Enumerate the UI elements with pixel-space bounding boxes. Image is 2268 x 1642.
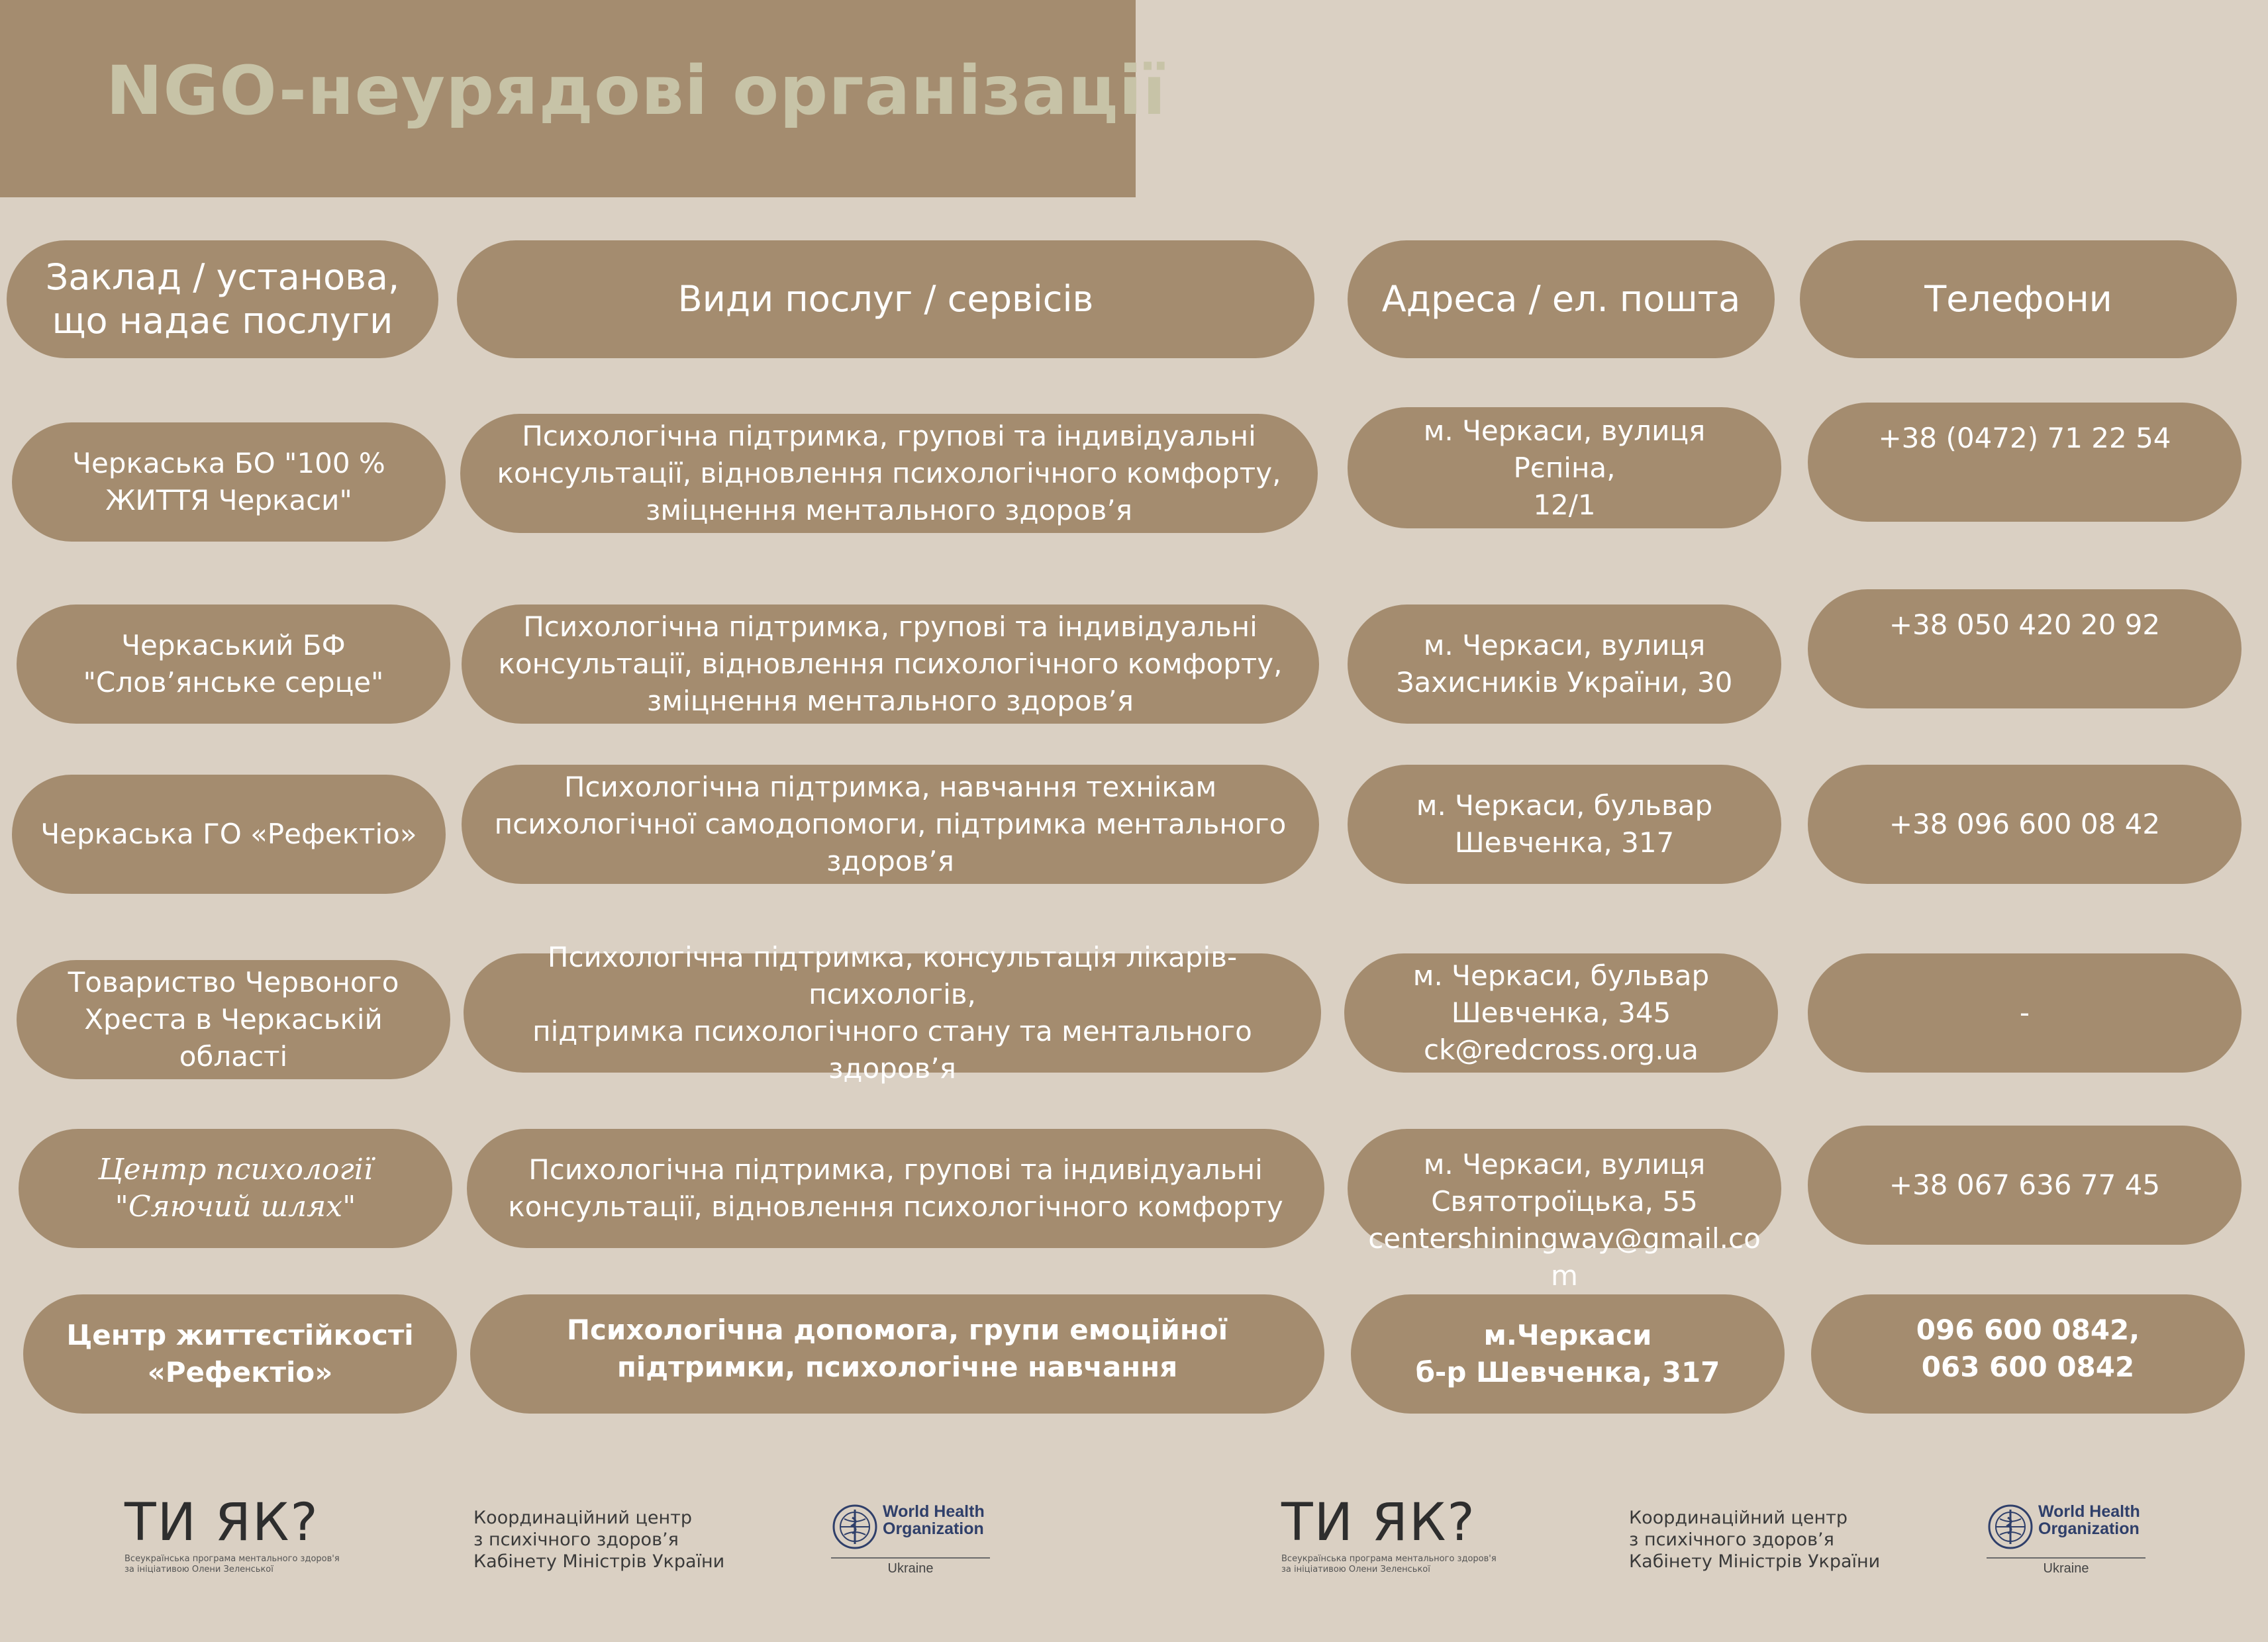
services-cell xyxy=(462,765,1319,884)
address-text: м.Черкаси б-р Шевченка, 317 xyxy=(1415,1319,1720,1388)
page-title: NGO-неурядові організації xyxy=(106,52,1167,130)
institution-cell xyxy=(17,960,450,1079)
services-text: Психологічна підтримка, групові та індивідуальні консультації, відновлення психологічного комфорту, зміцнення ментального здоров’я xyxy=(498,610,1283,717)
phone-text: - xyxy=(2019,996,2030,1029)
address-text: м. Черкаси, бульвар Шевченка, 317 xyxy=(1416,789,1713,859)
address-text: м. Черкаси, бульвар Шевченка, 345 ck@redcross.org.ua xyxy=(1412,959,1710,1066)
header-services-label: Види послуг / сервісів xyxy=(677,278,1094,320)
address-text: м. Черкаси, вулиця Рєпіна, 12/1 xyxy=(1423,414,1706,521)
who-divider xyxy=(1987,1557,2145,1559)
header-phones-label: Телефони xyxy=(1924,278,2112,320)
institution-cell xyxy=(12,775,446,894)
header-institution-label: Заклад / установа, що надає послуги xyxy=(45,256,400,342)
address-cell xyxy=(1344,953,1778,1073)
title-banner xyxy=(0,0,1167,197)
phone-text: +38 067 636 77 45 xyxy=(1889,1169,2161,1201)
phone-cell xyxy=(1808,403,2242,522)
services-cell xyxy=(460,414,1318,533)
who-name: World Health Organization xyxy=(2038,1502,2140,1538)
phone-cell xyxy=(1811,1294,2245,1414)
tiyak-subtitle: Всеукраїнська програма ментального здоров'я за ініціативою Олени Зеленської xyxy=(1281,1554,1497,1574)
who-logo xyxy=(1987,1503,2145,1576)
address-cell xyxy=(1348,765,1781,884)
institution-name: Товариство Червоного Хреста в Черкаській області xyxy=(68,966,399,1073)
phone-cell xyxy=(1808,765,2242,884)
who-logo xyxy=(831,1503,990,1576)
phone-text: 096 600 0842, 063 600 0842 xyxy=(1916,1314,2140,1383)
services-text: Психологічна підтримка, консультація лікарів-психологів, підтримка психологічного стану та ментального здоров’я xyxy=(532,941,1252,1085)
tiyak-logo-text: ТИ ЯК? xyxy=(1281,1493,1476,1553)
institution-cell xyxy=(19,1129,452,1248)
header-address-label: Адреса / ел. пошта xyxy=(1381,278,1741,320)
address-cell xyxy=(1351,1294,1785,1414)
institution-cell xyxy=(12,422,446,542)
services-text: Психологічна підтримка, навчання технікам психологічної самодопомоги, підтримка ментального здоров’я xyxy=(494,771,1287,877)
who-divider xyxy=(831,1557,990,1559)
institution-cell xyxy=(23,1294,457,1414)
who-name: World Health Organization xyxy=(883,1502,985,1538)
services-cell xyxy=(464,941,1321,1085)
services-cell xyxy=(470,1294,1324,1414)
tiyak-logo xyxy=(124,1493,340,1575)
address-text: м. Черкаси, вулиця Захисників України, 30 xyxy=(1396,629,1733,699)
header-institution xyxy=(7,240,438,358)
address-text: м. Черкаси, вулиця Святотроїцька, 55 centershiningway@gmail.co m xyxy=(1368,1148,1761,1292)
header-address xyxy=(1348,240,1775,358)
institution-name: Черкаська БО "100 % ЖИТТЯ Черкаси" xyxy=(72,447,385,516)
address-cell xyxy=(1348,407,1781,528)
services-cell xyxy=(462,604,1319,724)
address-cell xyxy=(1348,604,1781,724)
services-text: Психологічна підтримка, групові та індивідуальні консультації, відновлення психологічного комфорту xyxy=(508,1153,1283,1223)
institution-name: Центр психології "Сяючий шлях" xyxy=(98,1153,373,1224)
phone-cell xyxy=(1808,953,2242,1073)
address-cell xyxy=(1348,1129,1781,1292)
phone-text: +38 (0472) 71 22 54 xyxy=(1878,422,2171,454)
tiyak-logo-text: ТИ ЯК? xyxy=(124,1493,319,1553)
phone-text: +38 050 420 20 92 xyxy=(1889,608,2161,641)
who-country: Ukraine xyxy=(887,1561,934,1576)
phone-text: +38 096 600 08 42 xyxy=(1889,808,2161,840)
who-emblem-icon xyxy=(831,1503,879,1551)
who-country: Ukraine xyxy=(2043,1561,2089,1576)
coordination-center-text: Координаційний центр з психічного здоров’я Кабінету Міністрів України xyxy=(473,1508,725,1572)
header-services xyxy=(457,240,1314,358)
services-text: Психологічна допомога, групи емоційної підтримки, психологічне навчання xyxy=(566,1314,1228,1383)
services-text: Психологічна підтримка, групові та індивідуальні консультації, відновлення психологічного комфорту, зміцнення ментального здоров’я xyxy=(497,420,1281,526)
coordination-center-text: Координаційний центр з психічного здоров’я Кабінету Міністрів України xyxy=(1629,1508,1881,1572)
institution-name: Центр життєстійкості «Рефектіо» xyxy=(66,1319,414,1388)
header-phones xyxy=(1800,240,2237,358)
institution-name: Черкаська ГО «Рефектіо» xyxy=(40,818,417,850)
institution-cell xyxy=(17,604,450,724)
tiyak-subtitle: Всеукраїнська програма ментального здоров'я за ініціативою Олени Зеленської xyxy=(124,1554,340,1574)
services-cell xyxy=(467,1129,1324,1248)
tiyak-logo xyxy=(1281,1493,1497,1575)
institution-name: Черкаський БФ "Словʼянське серце" xyxy=(83,629,384,699)
phone-cell xyxy=(1808,1126,2242,1245)
who-emblem-icon xyxy=(1987,1503,2034,1551)
phone-cell xyxy=(1808,589,2242,708)
